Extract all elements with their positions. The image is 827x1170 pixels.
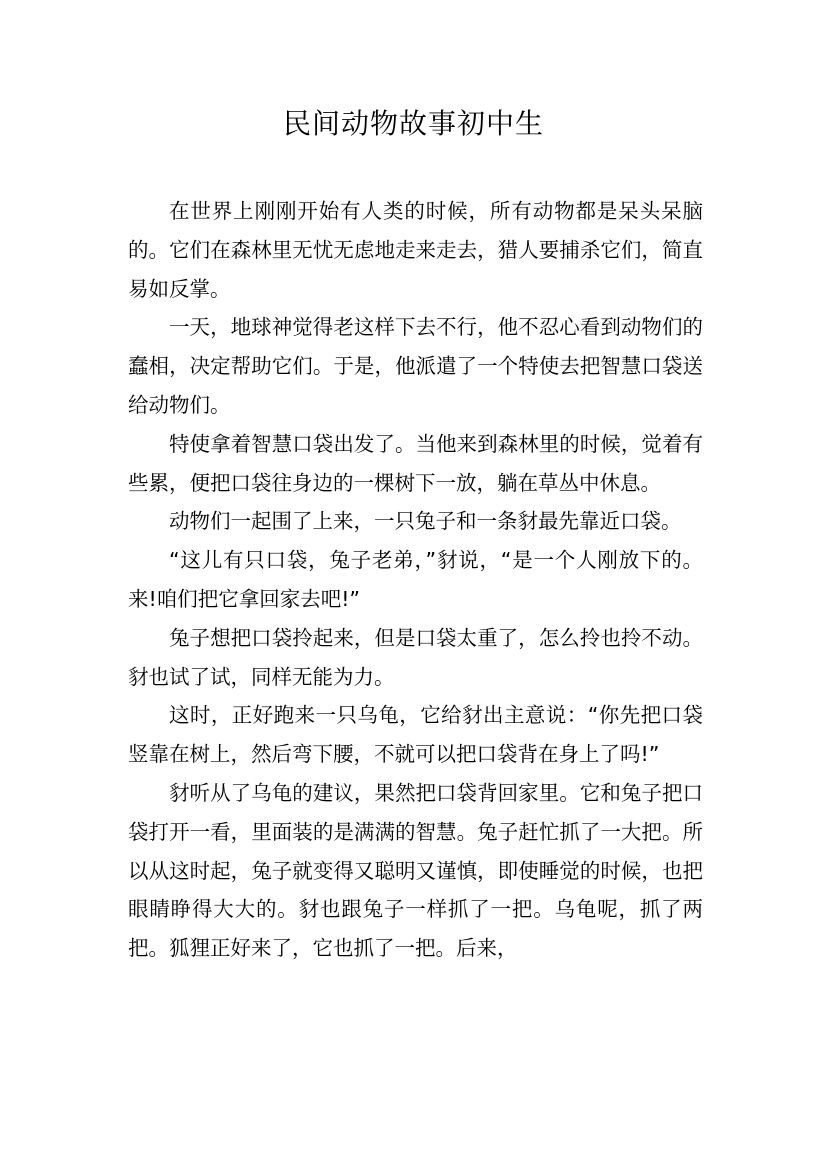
paragraph: 兔子想把口袋拎起来，但是口袋太重了，怎么拎也拎不动。豺也试了试，同样无能为力。 — [128, 625, 703, 689]
paragraph: 特使拿着智慧口袋出发了。当他来到森林里的时候，觉着有些累，便把口袋往身边的一棵树下一放，躺在草丛中休息。 — [128, 431, 703, 495]
paragraph: 一天，地球神觉得老这样下去不行，他不忍心看到动物们的蠢相，决定帮助它们。于是，他派遣了一个特使去把智慧口袋送给动物们。 — [128, 315, 703, 417]
paragraph: 动物们一起围了上来，一只兔子和一条豺最先靠近口袋。 — [169, 509, 682, 534]
paragraph: 豺听从了乌龟的建议，果然把口袋背回家里。它和兔子把口袋打开一看，里面装的是满满的智慧。兔子赶忙抓了一大把。所以从这时起，兔子就变得又聪明又谨慎，即使睡觉的时候，也把眼睛睁得大大的。豺也跟兔子一样抓了一把。乌龟呢，抓了两把。狐狸正好来了，它也抓了一把。后来， — [128, 780, 703, 961]
paragraph: “这儿有只口袋，兔子老弟，”豺说，“是一个人刚放下的。来!咱们把它拿回家去吧!” — [128, 548, 703, 611]
document-body — [128, 192, 703, 968]
document-title: 民间动物故事初中生 — [282, 107, 544, 140]
paragraph: 在世界上刚刚开始有人类的时候，所有动物都是呆头呆脑的。它们在森林里无忧无虑地走来走去，猎人要捕杀它们，简直易如反掌。 — [128, 199, 703, 301]
paragraph: 这时，正好跑来一只乌龟，它给豺出主意说：“你先把口袋竖靠在树上，然后弯下腰，不就可以把口袋背在身上了吗!” — [128, 703, 703, 767]
